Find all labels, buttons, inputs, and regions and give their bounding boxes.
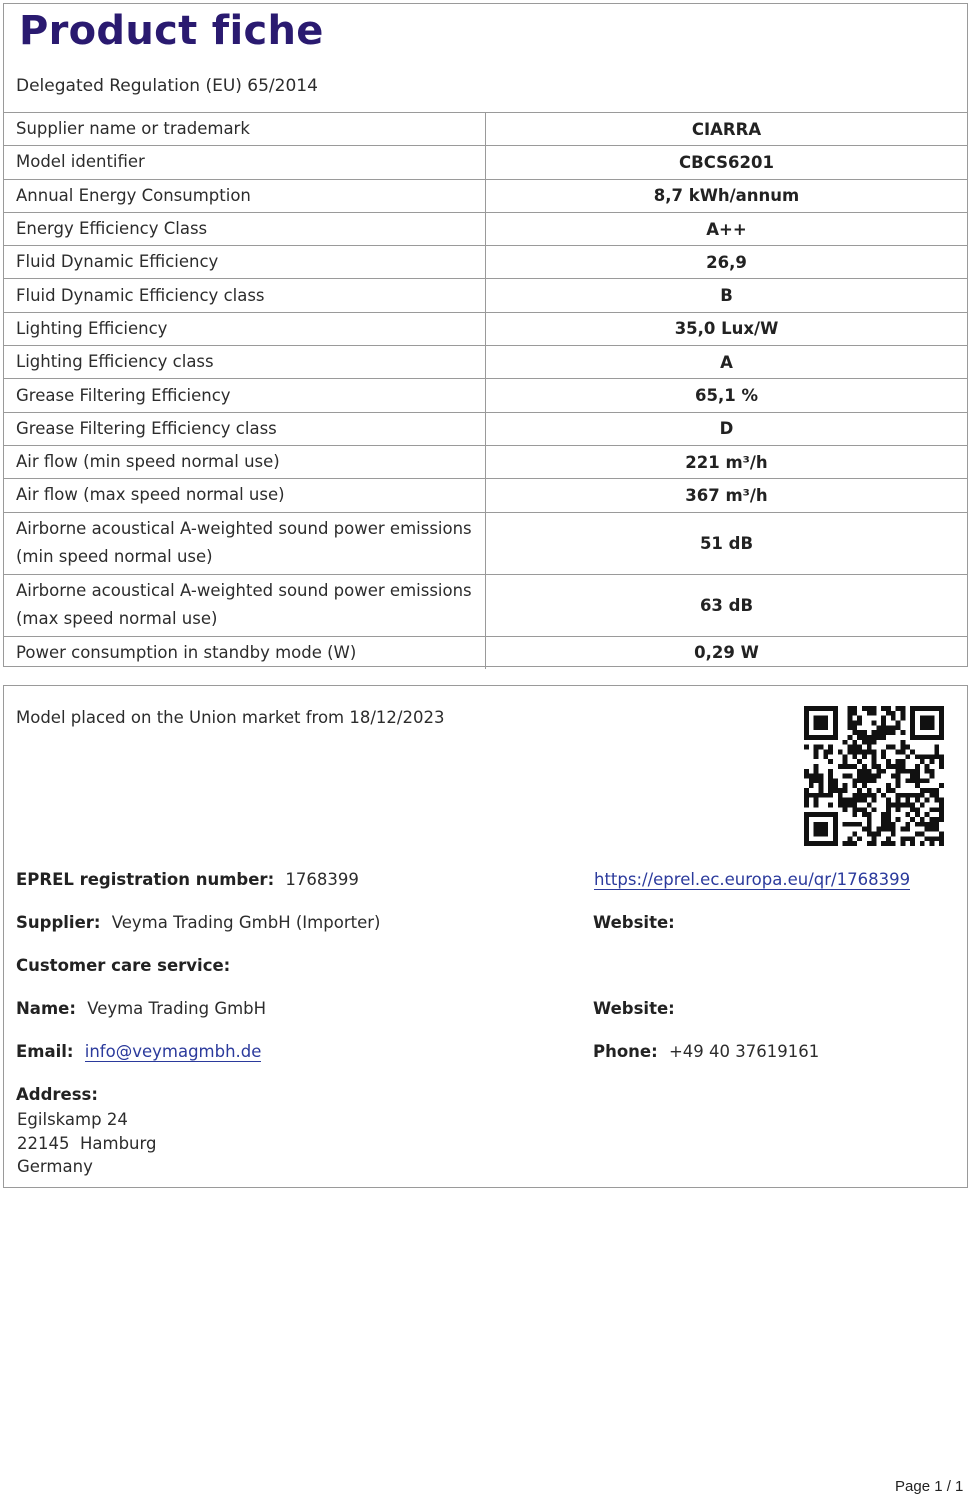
- spec-row: [4, 279, 967, 312]
- spec-value: 26,9: [486, 246, 968, 279]
- address-block: [17, 1108, 156, 1179]
- spec-row: [4, 574, 967, 636]
- spec-row: [4, 212, 967, 245]
- spec-value: 35,0 Lux/W: [486, 312, 968, 345]
- spec-value: 221 m³/h: [486, 445, 968, 478]
- supplier-label: Supplier:: [16, 913, 101, 932]
- website-label-2: Website:: [593, 999, 675, 1018]
- eprel-number: 1768399: [285, 870, 359, 889]
- name-value: Veyma Trading GmbH: [87, 999, 267, 1018]
- spec-panel: [3, 3, 968, 667]
- eprel-label: EPREL registration number:: [16, 870, 275, 889]
- spec-label: Lighting Efficiency: [4, 312, 486, 345]
- spec-value: D: [486, 412, 968, 445]
- info-panel: [3, 685, 968, 1188]
- spec-label: Lighting Efficiency class: [4, 346, 486, 379]
- phone-label: Phone:: [593, 1042, 658, 1061]
- spec-row: [4, 346, 967, 379]
- market-date-text: Model placed on the Union market from 18/12/2023: [16, 708, 445, 727]
- supplier-value: Veyma Trading GmbH (Importer): [111, 913, 381, 932]
- address-line: Egilskamp 24: [17, 1110, 128, 1129]
- qr-code-icon: [804, 706, 944, 846]
- spec-label: Annual Energy Consumption: [4, 179, 486, 212]
- spec-label: Fluid Dynamic Efficiency: [4, 246, 486, 279]
- spec-row: [4, 246, 967, 279]
- supplier-row: [16, 913, 380, 932]
- page-number: Page 1 / 1: [895, 1478, 964, 1495]
- spec-row: [4, 179, 967, 212]
- spec-value: 65,1 %: [486, 379, 968, 412]
- spec-label: Air flow (min speed normal use): [4, 445, 486, 478]
- spec-value: CBCS6201: [486, 146, 968, 179]
- spec-value: 367 m³/h: [486, 479, 968, 512]
- spec-row: [4, 512, 967, 574]
- spec-label: Energy Efficiency Class: [4, 212, 486, 245]
- spec-label: Airborne acoustical A-weighted sound power emissions (max speed normal use): [4, 574, 486, 636]
- address-line: 22145 Hamburg: [17, 1133, 157, 1153]
- email-row: [16, 1042, 261, 1061]
- spec-value: 63 dB: [486, 574, 968, 636]
- spec-label: Power consumption in standby mode (W): [4, 636, 486, 669]
- spec-row: [4, 379, 967, 412]
- spec-value: 51 dB: [486, 512, 968, 574]
- email-label: Email:: [16, 1042, 74, 1061]
- name-row: [16, 999, 266, 1018]
- spec-value: CIARRA: [486, 113, 968, 146]
- spec-value: 0,29 W: [486, 636, 968, 669]
- eprel-link-row: [594, 870, 910, 889]
- spec-label: Model identifier: [4, 146, 486, 179]
- spec-label: Grease Filtering Efficiency: [4, 379, 486, 412]
- spec-row: [4, 412, 967, 445]
- phone-value: +49 40 37619161: [668, 1042, 820, 1061]
- spec-table: [4, 112, 967, 669]
- spec-label: Fluid Dynamic Efficiency class: [4, 279, 486, 312]
- spec-label: Grease Filtering Efficiency class: [4, 412, 486, 445]
- page-title: Product fiche: [19, 8, 324, 54]
- spec-label: Supplier name or trademark: [4, 113, 486, 146]
- spec-row: [4, 445, 967, 478]
- phone-row: [593, 1042, 819, 1061]
- spec-row: [4, 312, 967, 345]
- spec-value: A: [486, 346, 968, 379]
- spec-label: Airborne acoustical A-weighted sound power emissions (min speed normal use): [4, 512, 486, 574]
- eprel-row: [16, 870, 359, 889]
- address-label: Address:: [16, 1085, 98, 1104]
- spec-value: 8,7 kWh/annum: [486, 179, 968, 212]
- spec-value: B: [486, 279, 968, 312]
- email-link[interactable]: info@veymagmbh.de: [84, 1042, 262, 1061]
- name-label: Name:: [16, 999, 76, 1018]
- spec-label: Air flow (max speed normal use): [4, 479, 486, 512]
- eprel-link[interactable]: https://eprel.ec.europa.eu/qr/1768399: [594, 870, 911, 889]
- customer-care-label: Customer care service:: [16, 956, 231, 975]
- regulation-text: Delegated Regulation (EU) 65/2014: [16, 76, 318, 96]
- website-label-1: Website:: [593, 913, 675, 932]
- spec-row: [4, 636, 967, 669]
- spec-row: [4, 146, 967, 179]
- spec-row: [4, 113, 967, 146]
- spec-value: A++: [486, 212, 968, 245]
- address-line: Germany: [17, 1157, 93, 1176]
- spec-row: [4, 479, 967, 512]
